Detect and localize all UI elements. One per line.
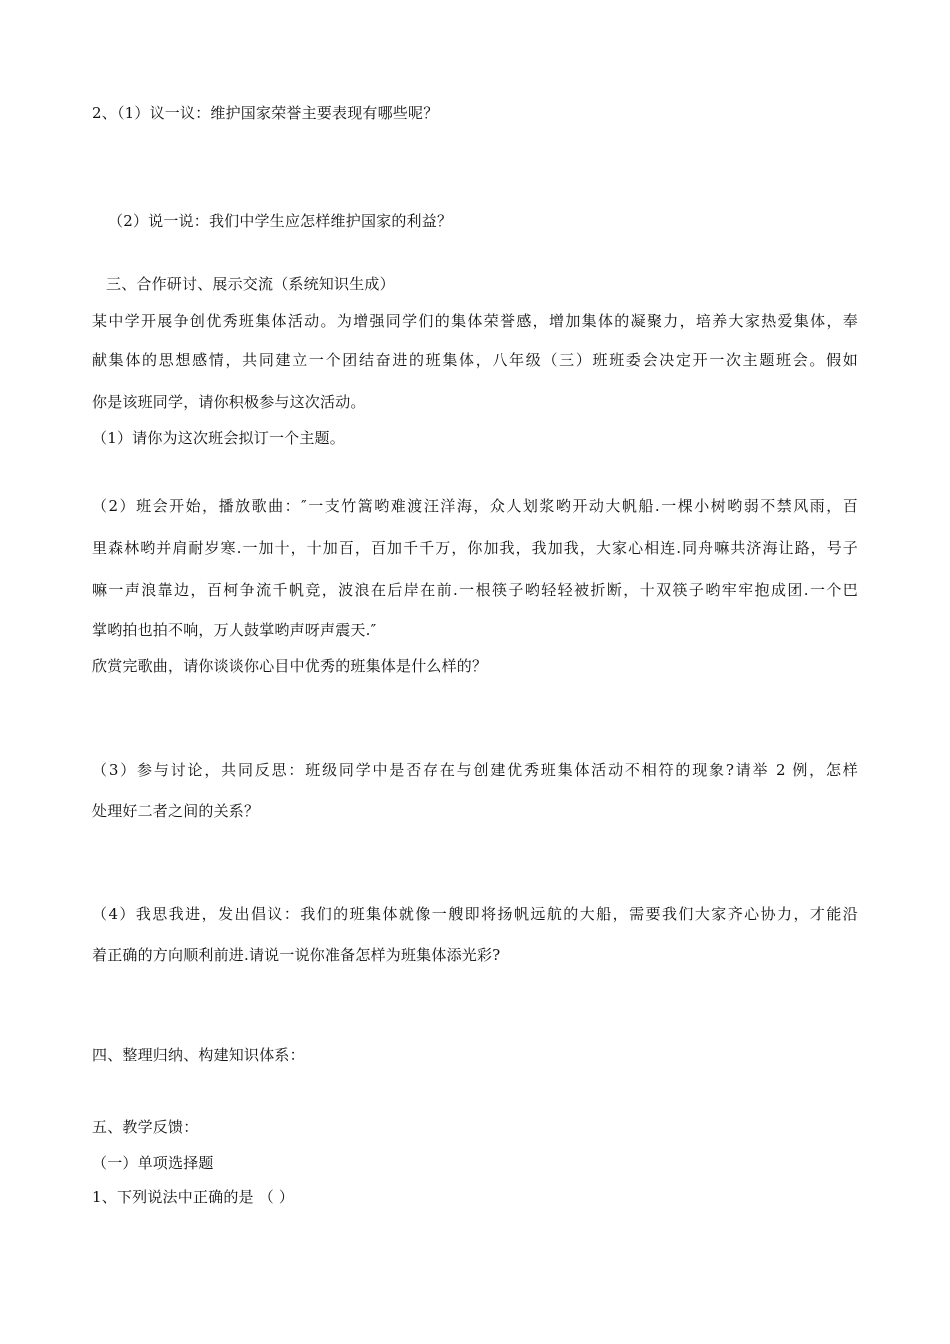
item-2-line-3: 嘛一声浪靠边，百柯争流千帆竞，波浪在后岸在前.一根筷子哟轻轻被折断，十双筷子哟牢牢抱成团.一个巴 <box>92 581 858 599</box>
item-3-line-1: （3）参与讨论，共同反思：班级同学中是否存在与创建优秀班集体活动不相符的现象?请举 2 例，怎样 <box>92 761 858 779</box>
section-4-heading: 四、整理归纳、构建知识体系： <box>92 1046 305 1064</box>
item-2-question: 欣赏完歌曲，请你谈谈你心目中优秀的班集体是什么样的？ <box>92 657 488 675</box>
item-2-line-2: 里森林哟并肩耐岁寒.一加十，十加百，百加千千万，你加我，我加我，大家心相连.同舟嘛共济海让路，号子 <box>92 539 858 557</box>
item-2-line-1: （2）班会开始，播放歌曲：″一支竹篙哟难渡汪洋海，众人划浆哟开动大帆船.一棵小树哟弱不禁风雨，百 <box>92 497 858 515</box>
section-3-intro-line-1: 某中学开展争创优秀班集体活动。为增强同学们的集体荣誉感，增加集体的凝聚力，培养大家热爱集体，奉 <box>92 312 858 330</box>
section-5-sub-heading: （一）单项选择题 <box>92 1154 214 1172</box>
question-2-part-2: （2）说一说：我们中学生应怎样维护国家的利益？ <box>108 212 453 230</box>
section-3-heading: 三、合作研讨、展示交流（系统知识生成） <box>106 275 395 293</box>
item-3-line-2: 处理好二者之间的关系？ <box>92 802 260 820</box>
section-5-heading: 五、教学反馈： <box>92 1118 199 1136</box>
question-2-part-1: 2、（1）议一议：维护国家荣誉主要表现有哪些呢？ <box>92 104 439 122</box>
item-4-line-2: 着正确的方向顺利前进.请说一说你准备怎样为班集体添光彩? <box>92 946 501 964</box>
item-2-line-4: 掌哟拍也拍不响，万人鼓掌哟声呀声震天.″ <box>92 621 377 639</box>
section-5-question-1: 1、下列说法中正确的是 （ ） <box>92 1188 295 1206</box>
item-1: （1）请你为这次班会拟订一个主题。 <box>92 429 345 447</box>
section-3-intro-line-3: 你是该班同学，请你积极参与这次活动。 <box>92 393 366 411</box>
section-3-intro-line-2: 献集体的思想感情，共同建立一个团结奋进的班集体，八年级（三）班班委会决定开一次主题班会。假如 <box>92 351 858 369</box>
item-4-line-1: （4）我思我进，发出倡议：我们的班集体就像一艘即将扬帆远航的大船，需要我们大家齐心协力，才能沿 <box>92 905 858 923</box>
